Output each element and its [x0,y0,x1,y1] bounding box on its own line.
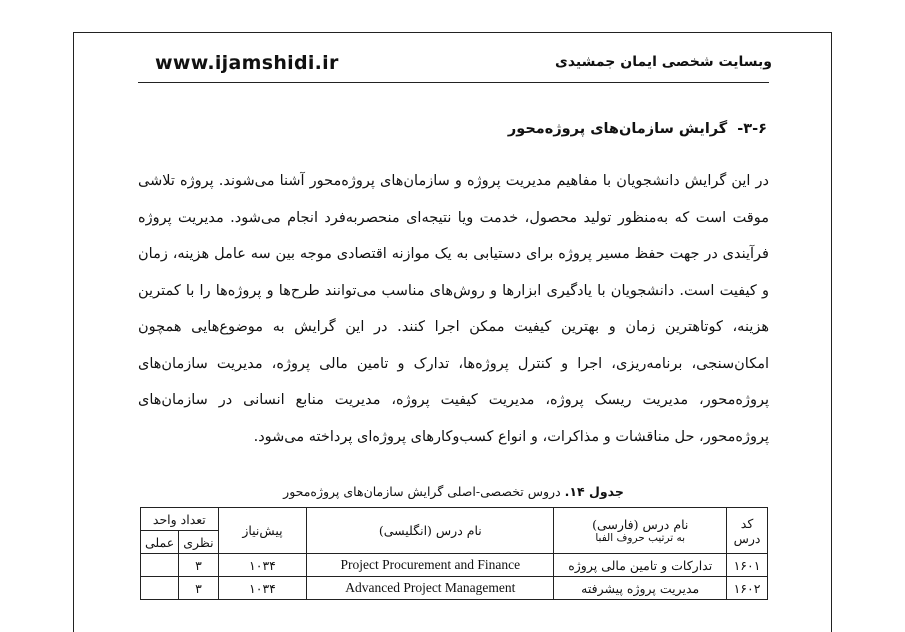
paragraph-line: و کیفیت است. دانشجویان با یادگیری ابزارها و روش‌های مناسب می‌توانند طرح‌ها و پروژه‌ها را با کمترین [138,282,769,299]
cell-code: ۱۶۰۲ [727,577,768,600]
header-units: تعداد واحد [141,508,219,531]
header-code-line1: کد [740,515,754,531]
cell-prereq: ۱۰۳۴ [218,554,307,577]
paragraph-line: پروژه‌محور، حل مناقشات و مذاکرات، و انواع کسب‌وکارهای پروژه‌ای پرداخته می‌شود. [253,428,769,445]
table-row [141,577,768,600]
website-url[interactable]: www.ijamshidi.ir [155,52,339,74]
cell-name-fa: مدیریت پروژه پیشرفته [554,577,727,600]
paragraph-line: پروژه‌محور، مدیریت ریسک پروژه، مدیریت کیفیت پروژه، مدیریت منابع انسانی در سازمان‌های [138,392,769,408]
paragraph-line: امکان‌سنجی، برنامه‌ریزی، اجرا و کنترل پروژه‌ها، تدارک و تامین مالی پروژه، مدیریت سازمان‌های [138,355,769,372]
section-title: گرایش سازمان‌های پروژه‌محور [507,121,728,137]
cell-name-en: Advanced Project Management [307,577,554,600]
body-paragraph [138,163,769,455]
table-header-row [141,508,768,531]
table-caption [138,484,769,499]
cell-name-en: Project Procurement and Finance [307,554,554,577]
cell-practical [141,577,179,600]
cell-practical [141,554,179,577]
header-name-fa [554,508,727,554]
header-practical: عملی [141,531,179,554]
section-heading [508,121,767,137]
site-brand: وبسایت شخصی ایمان جمشیدی [555,54,772,70]
cell-theory: ۳ [179,577,218,600]
header-theory: نظری [179,531,218,554]
header-code-line2: درس [733,530,761,546]
header-name-fa-sub: به ترتیب حروف الفبا [595,532,686,544]
cell-prereq: ۱۰۳۴ [218,577,307,600]
header-prereq: پیش‌نیاز [218,508,307,554]
paragraph-line: فرآیندی در جهت حفظ مسیر پروژه برای دستیابی به یک موازنه اقتصادی موجه بین سه عامل هزینه، زمان [138,246,769,262]
courses-table [140,507,768,600]
paragraph-line: در این گرایش دانشجویان با مفاهیم مدیریت پروژه و سازمان‌های پروژه‌محور آشنا می‌شوند. پروژه تلاشی [138,173,769,189]
section-number: ۳-۶- [737,121,767,137]
table-row [141,554,768,577]
header-name-en: نام درس (انگلیسی) [307,508,554,554]
cell-name-fa: تدارکات و تامین مالی پروژه [554,554,727,577]
header-code [727,508,768,554]
paragraph-line: موقت است که به‌منظور تولید محصول، خدمت ویا نتیجه‌ای منحصربه‌فرد انجام می‌شود. مدیریت پروژه [138,209,769,226]
table-caption-text: دروس تخصصی-اصلی گرایش سازمان‌های پروژه‌محور [283,484,561,499]
cell-code: ۱۶۰۱ [727,554,768,577]
paragraph-line: هزینه، کوتاهترین زمان و بهترین کیفیت ممکن اجرا کنند. در این گرایش به موضوع‌هایی همچون [138,319,769,335]
header-name-fa-title: نام درس (فارسی) [592,517,689,532]
header-divider [138,82,769,83]
table-caption-label: جدول ۱۴. [564,484,624,499]
cell-theory: ۳ [179,554,218,577]
